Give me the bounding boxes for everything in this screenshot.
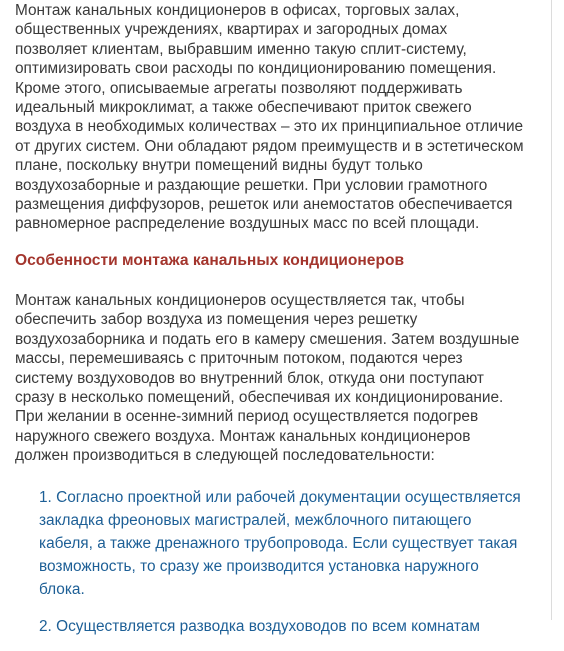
article-content bbox=[15, 0, 547, 651]
column-divider bbox=[551, 0, 552, 620]
list-item: 1. Согласно проектной или рабочей документации осуществляется закладка фреоновых магистралей, межблочного питающего кабеля, а также дренажного трубопровода. Если существует такая возможность, то сразу же производится установка наружного блока. bbox=[39, 488, 521, 599]
list-item: 2. Осуществляется разводка воздуховодов по всем комнатам bbox=[39, 617, 480, 635]
intro-paragraph: Монтаж канальных кондиционеров в офисах, торговых залах, общественных учреждениях, квартирах и загородных домах позволяет клиентам, выбравшим именно такую сплит-систему, оптимизировать свои расходы по кондиционированию помещения. Кроме этого, описываемые агрегаты позволяют поддерживать идеальный микроклимат, а также обеспечивают приток свежего воздуха в необходимых количествах – это их принципиальное отличие от других систем. Они обладают рядом преимуществ и в эстетическом плане, поскольку внутри помещений видны будут только воздухозаборные и раздающие решетки. При условии грамотного размещения диффузоров, решеток или анемостатов обеспечивается равномерное распределение воздушных масс по всей площади. bbox=[15, 2, 524, 233]
installation-steps-list bbox=[15, 486, 547, 638]
section-heading: Особенности монтажа канальных кондиционеров bbox=[15, 251, 405, 269]
installation-paragraph: Монтаж канальных кондиционеров осуществляется так, чтобы обеспечить забор воздуха из помещения через решетку воздухозаборника и подать его в камеру смешения. Затем воздушные массы, перемешиваясь с приточным потоком, подаются через систему воздуховодов во внутренний блок, откуда они поступают сразу в несколько помещений, обеспечивая их кондиционирование. При желании в осенне-зимний период осуществляется подогрев наружного свежего воздуха. Монтаж канальных кондиционеров должен производиться в следующей последовательности: bbox=[15, 291, 520, 465]
